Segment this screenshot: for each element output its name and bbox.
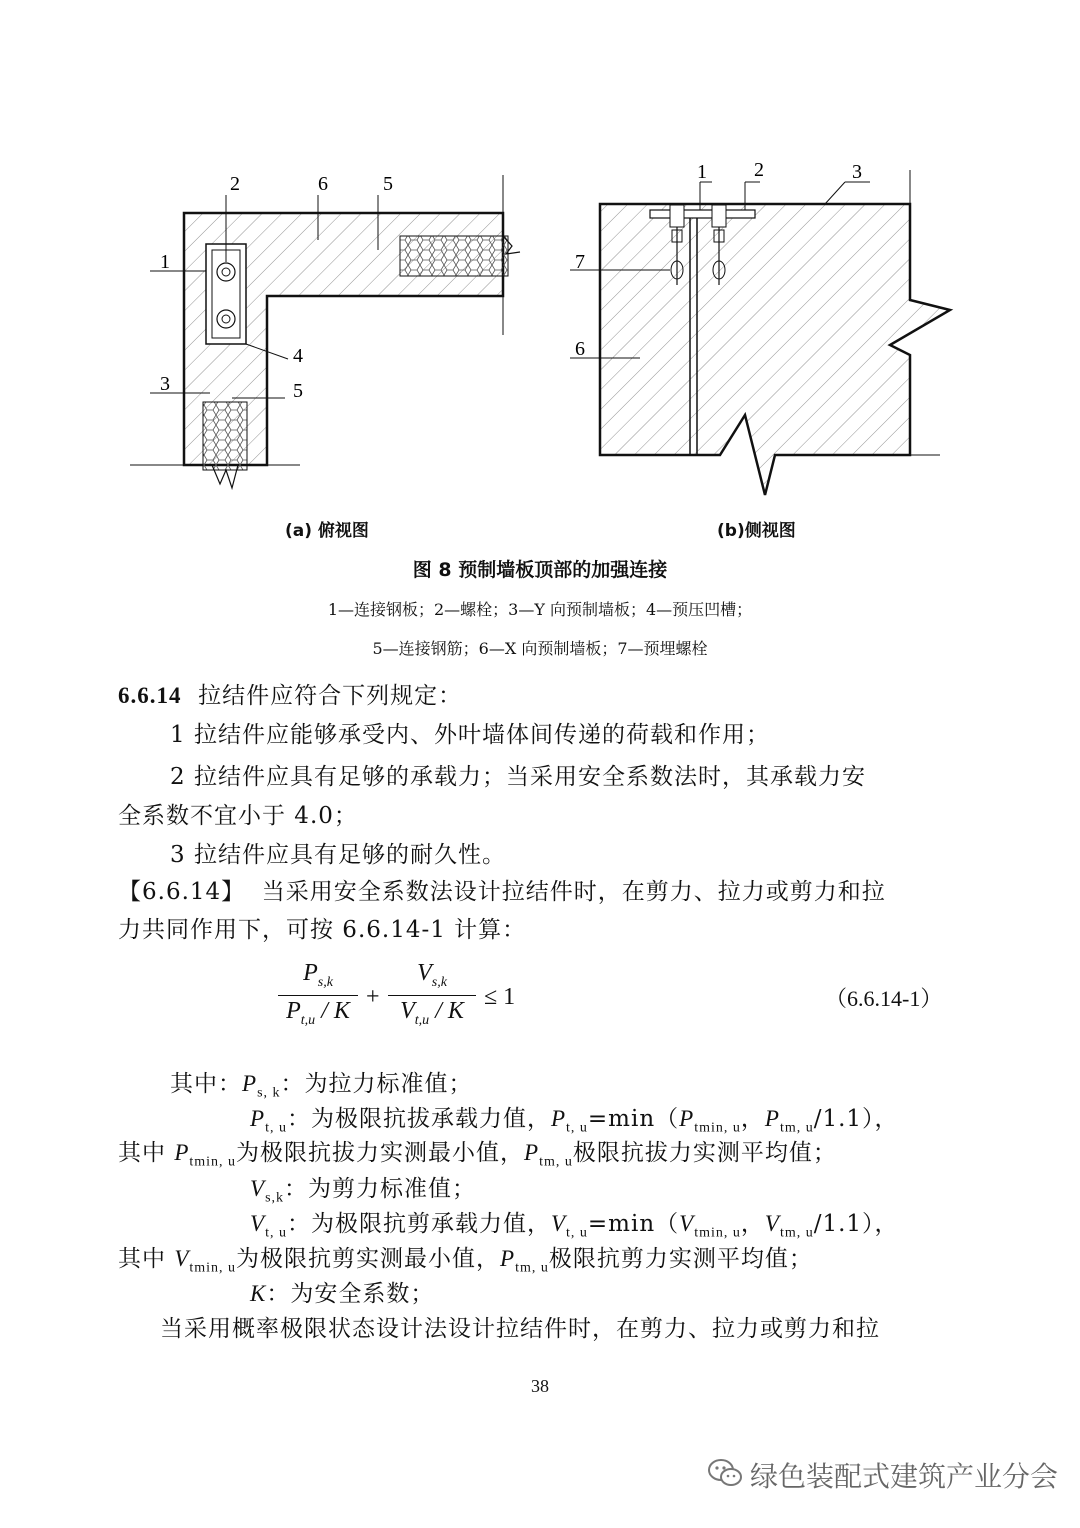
page-number: 38 (531, 1376, 549, 1396)
caption-b: (b)侧视图 (717, 521, 796, 541)
formula-number: （6.6.14-1） (825, 986, 943, 1011)
figure-legend-line1: 1—连接钢板；2—螺栓；3—Y 向预制墙板；4—预压凹槽； (327, 600, 753, 619)
item-3: 3 拉结件应具有足够的耐久性。 (170, 842, 506, 868)
label-b-1: 1 (697, 161, 707, 183)
def-line-5: $V_{t, u}$：为极限抗剪承载力值，$V_{t, u}=\min(V_{tmin, u}$，$V_{tm, u}/1.1$）， (250, 1211, 899, 1241)
label-a-1: 1 (160, 251, 170, 273)
item-2-line2: 全系数不宜小于 4.0； (118, 803, 358, 829)
insulation-vertical (203, 402, 247, 470)
label-b-7: 7 (575, 251, 585, 273)
wechat-icon (706, 1458, 744, 1488)
fraction-2-den: $V_{t,u}$ / K (400, 997, 464, 1028)
figure-b-side-view (560, 155, 960, 500)
section-number: 6.6.14 (118, 683, 182, 708)
section-heading-text: 拉结件应符合下列规定： (198, 683, 463, 709)
wall-section (600, 204, 950, 495)
figure-a-top-view (120, 160, 540, 490)
section-heading (118, 677, 462, 710)
def-line-1: 其中：$P_{s, k}$：为拉力标准值； (170, 1071, 473, 1101)
label-a-4: 4 (293, 345, 303, 367)
item-1: 1 拉结件应能够承受内、外叶墙体间传递的荷载和作用； (170, 722, 770, 748)
top-plate (650, 210, 755, 218)
def-line-6: 其中 $V_{tmin, u}$为极限抗剪实测最小值，$P_{tm, u}$极限抗剪力实测平均值； (118, 1246, 813, 1276)
label-a-5-upper: 5 (383, 173, 393, 195)
def-line-7: K：为安全系数； (250, 1281, 435, 1307)
label-b-3: 3 (852, 161, 862, 183)
figure-title: 图 8 预制墙板顶部的加强连接 (412, 559, 668, 581)
insulation-horizontal (400, 236, 508, 276)
commentary-tag: 【6.6.14】 (118, 879, 246, 905)
fraction-2-num: $V_{s,k}$ (417, 960, 447, 990)
def-line-3: 其中 $P_{tmin, u}$为极限抗拔力实测最小值，$P_{tm, u}$极限抗拔力实测平均值； (118, 1140, 837, 1170)
fraction-1-num: $P_{s,k}$ (303, 960, 333, 990)
fraction-1 (278, 960, 358, 1029)
plus-sign: + (366, 984, 380, 1010)
fraction-2 (388, 960, 476, 1029)
label-b-2: 2 (754, 159, 764, 181)
def-line-8: 当采用概率极限状态设计法设计拉结件时，在剪力、拉力或剪力和拉 (160, 1316, 880, 1342)
label-a-5-lower: 5 (293, 380, 303, 402)
label-a-6: 6 (318, 173, 328, 195)
def-line-4: $V_{s,k}$：为剪力标准值； (250, 1176, 477, 1206)
def-line-2: $P_{t, u}$：为极限抗拔承载力值，$P_{t, u}=\min(P_{tmin, u}$，$P_{tm, u}/1.1$）， (250, 1106, 899, 1136)
formula (270, 960, 970, 1040)
fraction-1-den: $P_{t,u}$ / K (286, 997, 350, 1028)
item-2-line1: 2 拉结件应具有足够的承载力；当采用安全系数法时，其承载力安 (170, 764, 866, 790)
label-a-3: 3 (160, 373, 170, 395)
commentary-line1 (118, 873, 886, 906)
commentary-line2: 力共同作用下，可按 6.6.14-1 计算： (118, 917, 527, 943)
watermark-text: 绿色装配式建筑产业分会 (750, 1460, 1059, 1493)
commentary-text-a: 当采用安全系数法设计拉结件时，在剪力、拉力或剪力和拉 (261, 879, 886, 905)
caption-a: (a) 俯视图 (285, 521, 369, 541)
figure-legend-line2: 5—连接钢筋；6—X 向预制墙板；7—预埋螺栓 (372, 639, 708, 658)
le-one: ≤ 1 (484, 984, 516, 1010)
label-b-6: 6 (575, 338, 585, 360)
label-a-2: 2 (230, 173, 240, 195)
